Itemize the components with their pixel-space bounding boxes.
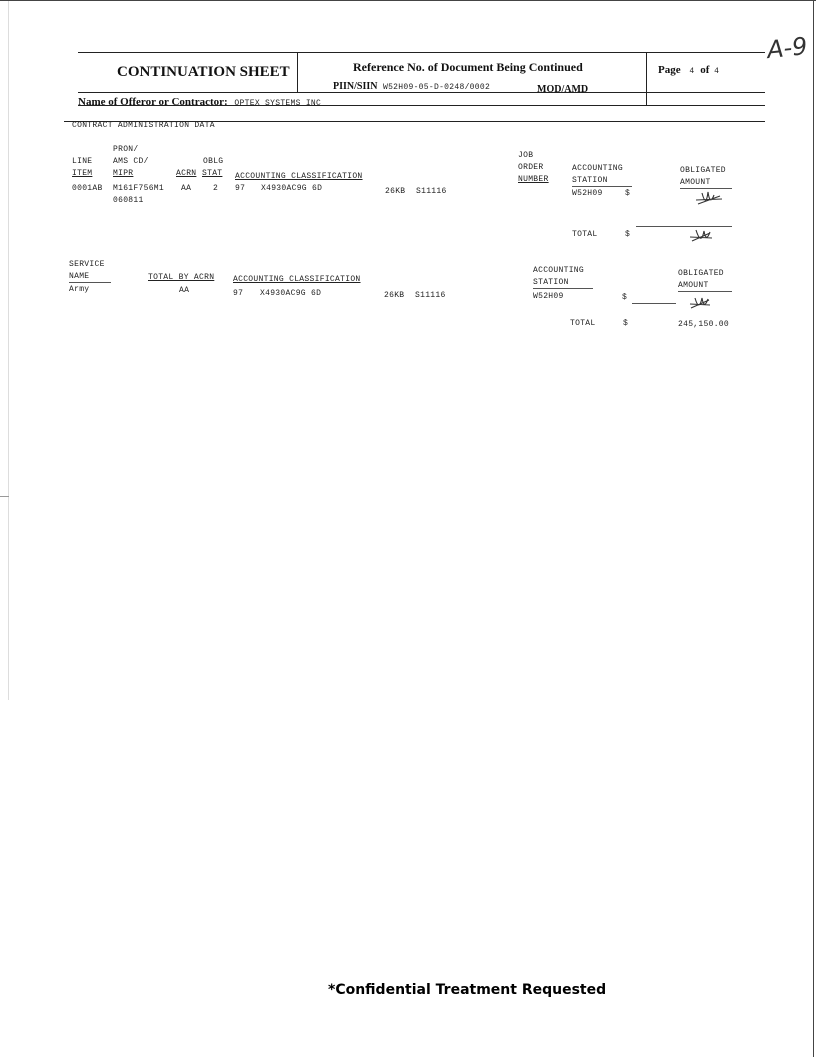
page-indicator — [658, 64, 719, 76]
row2-service: Army — [69, 285, 90, 294]
sheet-title: CONTINUATION SHEET — [117, 64, 290, 80]
piin-label — [333, 81, 490, 92]
row1-line-item: 0001AB — [72, 184, 103, 193]
row2-acrn: AA — [179, 286, 190, 295]
hdr-acct-station-2: STATION — [572, 176, 608, 185]
total2-label: TOTAL — [570, 319, 596, 328]
margin-tick — [0, 496, 9, 497]
row2-amount-rule — [632, 303, 676, 304]
page-number: 4 — [689, 67, 695, 76]
hdr-service: SERVICE — [69, 260, 105, 269]
station-underline-2 — [533, 288, 593, 289]
hdr-acct-station-1: ACCOUNTING — [572, 164, 624, 173]
row1-ac-2: X4930AC9G 6D — [261, 184, 323, 193]
hdr-obligated-1: OBLIGATED — [680, 166, 726, 175]
hdr-obligated-2: AMOUNT — [680, 178, 711, 187]
row1-ac-4: S11116 — [416, 187, 447, 196]
hdr2-acct-station-1: ACCOUNTING — [533, 266, 585, 275]
hdr-pron: PRON/ — [113, 145, 139, 154]
hdr-name: NAME — [69, 272, 90, 281]
header-mid-rule — [78, 92, 765, 93]
row1-ac-3: 26KB — [385, 187, 406, 196]
hdr-line: LINE — [72, 157, 93, 166]
hdr2-obligated-1: OBLIGATED — [678, 269, 724, 278]
row2-station: W52H09 — [533, 292, 564, 301]
page-label: Page — [658, 64, 681, 76]
row1-station: W52H09 — [572, 189, 603, 198]
row2-ac-4: S11116 — [415, 291, 446, 300]
hdr-total-by-acrn: TOTAL BY ACRN — [148, 273, 215, 282]
offeror-row — [78, 96, 321, 108]
row2-ac-2: X4930AC9G 6D — [260, 289, 322, 298]
redaction-mark-3 — [688, 296, 712, 312]
total2-dollar: $ — [623, 319, 629, 328]
piin-value: W52H09-05-D-0248/0002 — [382, 83, 491, 92]
hdr-ams: AMS CD/ — [113, 157, 149, 166]
row2-ac-3: 26KB — [384, 291, 405, 300]
confidential-footer: *Confidential Treatment Requested — [328, 982, 607, 998]
piin-label-text: PIIN/SIIN — [333, 81, 378, 92]
page-edge-top — [0, 0, 816, 1]
hdr-job: JOB — [518, 151, 534, 160]
redaction-mark-1 — [694, 190, 724, 208]
hdr-order: ORDER — [518, 163, 544, 172]
total1-dollar: $ — [625, 230, 631, 239]
row1-pron: M161F756M1 — [113, 184, 165, 193]
amount-underline-1 — [680, 188, 732, 189]
hdr2-acct-station-2: STATION — [533, 278, 569, 287]
section-title: CONTRACT ADMINISTRATION DATA — [72, 121, 215, 130]
row1-ac-1: 97 — [235, 184, 246, 193]
mod-amd-label: MOD/AMD — [537, 84, 589, 95]
offeror-label: Name of Offeror or Contractor: — [78, 96, 228, 108]
row2-ac-1: 97 — [233, 289, 244, 298]
page-edge-right — [813, 0, 814, 1057]
header-top-rule — [78, 52, 765, 53]
header-divider-1 — [297, 52, 298, 92]
header-divider-2 — [646, 52, 647, 105]
station-underline-1 — [572, 186, 632, 187]
hdr-accounting-classification: ACCOUNTING CLASSIFICATION — [235, 172, 363, 181]
page-total: 4 — [714, 67, 720, 76]
hdr-oblg: OBLG — [203, 157, 224, 166]
offeror-value: OPTEX SYSTEMS INC — [234, 99, 322, 108]
redaction-mark-2 — [688, 228, 714, 246]
row2-dollar: $ — [622, 293, 628, 302]
amount-underline-2 — [678, 291, 732, 292]
row1-pron-cont: 060811 — [113, 196, 144, 205]
total2-value: 245,150.00 — [678, 320, 730, 329]
hdr-acrn: ACRN — [176, 169, 197, 178]
total1-rule — [636, 226, 732, 227]
row1-oblg-stat: 2 — [213, 184, 219, 193]
hdr2-obligated-2: AMOUNT — [678, 281, 709, 290]
total1-label: TOTAL — [572, 230, 598, 239]
hdr2-accounting-classification: ACCOUNTING CLASSIFICATION — [233, 275, 361, 284]
row1-acrn: AA — [181, 184, 192, 193]
page-of: of — [700, 64, 710, 76]
reference-label: Reference No. of Document Being Continued — [353, 60, 583, 74]
name-underline — [69, 282, 111, 283]
handwritten-page-mark: A-9 — [765, 31, 809, 65]
hdr-stat: STAT — [202, 169, 223, 178]
hdr-number: NUMBER — [518, 175, 549, 184]
hdr-item: ITEM — [72, 169, 93, 178]
hdr-mipr: MIPR — [113, 169, 134, 178]
page-edge-left — [8, 0, 9, 700]
row1-dollar: $ — [625, 189, 631, 198]
